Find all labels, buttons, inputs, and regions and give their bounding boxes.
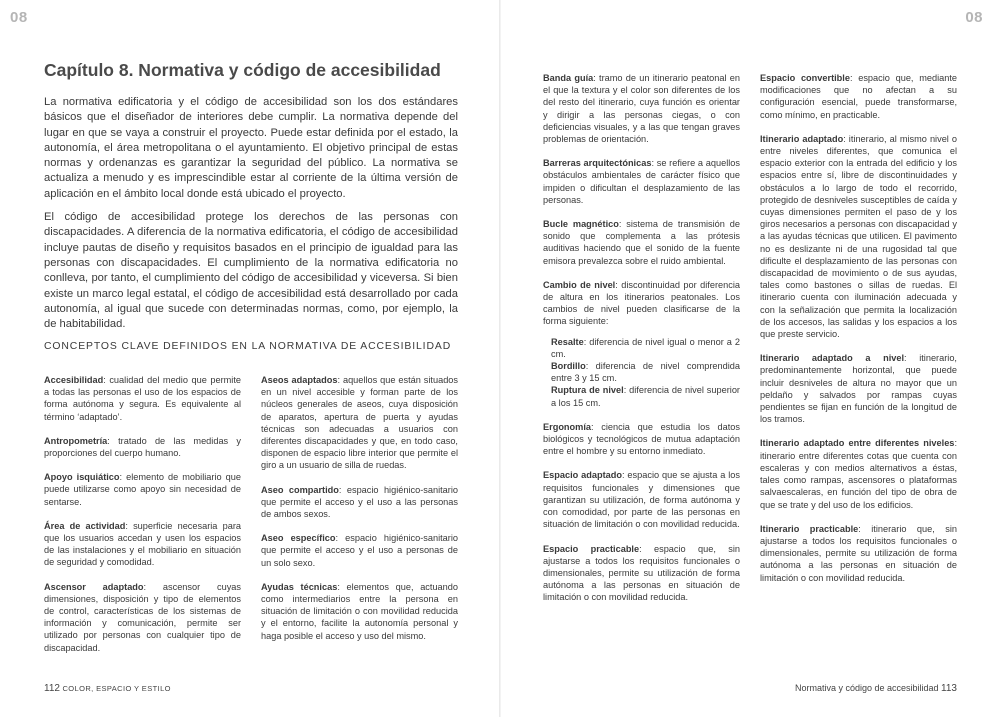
definition-text: : itinerario que, sin ajustarse a todos los requisitos funcionales o dimensionales, permite su utilización de forma autónoma a las personas en situación de limitación o con movilidad reducida. (760, 523, 957, 583)
definition-term: Área de actividad (44, 520, 126, 531)
definition-term: Itinerario practicable (760, 523, 859, 534)
definition-term: Ayudas técnicas (261, 581, 338, 592)
definition-entry (44, 435, 241, 459)
level-change-list (551, 336, 740, 409)
level-change-item (551, 360, 740, 384)
right-page (500, 0, 1000, 717)
definition-entry (261, 581, 458, 642)
definition-entry (543, 421, 740, 458)
definition-entry (543, 469, 740, 530)
intro-text (44, 95, 458, 340)
definition-term: Barreras arquitectónicas (543, 158, 652, 169)
level-change-item (551, 336, 740, 360)
definition-text: : espacio que se ajusta a los requisitos funcionales y dimensiones que garantizan su utilización, de forma autónoma y con comodidad, por parte de las personas en situación de limitación o con movilidad reducida. (543, 470, 740, 530)
definition-term: Ascensor adaptado (44, 581, 144, 592)
definition-term: Accesibilidad (44, 375, 104, 385)
definition-term: Itinerario adaptado (760, 133, 844, 144)
definition-entry (543, 543, 740, 604)
definition-text: : cualidad del medio que permite a todas las personas el uso de los espacios de forma autónoma y segura. Es equivalente al término ‘adaptado’. (44, 375, 241, 422)
definition-text: : itinerario, predominantemente horizontal, que puede incluir desniveles de altura no mayor que un peldaño y salvados por rampas cuyas pendientes se fijan en función de la longitud de los tramos. (760, 353, 957, 425)
definition-text: : espacio que, mediante modificaciones que no afectan a su configuración esencial, puede transformarse, como mínimo, en practicable. (760, 73, 957, 120)
definition-entry (261, 484, 458, 521)
definition-text: : elemento de mobiliario que puede utilizarse como apoyo sin necesidad de sentarse. (44, 472, 241, 507)
definition-text: : diferencia de nivel comprendida entre 3 y 15 cm. (551, 361, 740, 384)
definition-entry (760, 523, 957, 584)
chapter-number: 08 (10, 9, 28, 26)
definition-term: Aseos adaptados (261, 375, 338, 385)
definition-entry (261, 374, 458, 472)
page-number: 112 (44, 683, 60, 694)
definition-entry (543, 218, 740, 267)
definition-entry (44, 520, 241, 569)
definition-term: Espacio practicable (543, 543, 640, 554)
definition-entry (261, 532, 458, 569)
definition-term: Resalte (551, 336, 584, 347)
running-footer: Normativa y código de accesibilidad (794, 683, 939, 693)
definition-text: : se refiere a aquellos obstáculos ambientales de carácter físico que impiden o dificultan el desplazamiento de las personas. (543, 158, 740, 205)
definition-term: Ruptura de nivel (551, 385, 624, 396)
definition-entry (543, 279, 740, 328)
definition-text: : sistema de transmisión de sonido que complementa a las prótesis auditivas haciendo que el sonido de la fuente emisora prevalezca sobre el ruido ambiental. (543, 219, 740, 266)
definition-text: : espacio higiénico-sanitario que permite el acceso y el uso a las personas de ambos sexos. (261, 484, 458, 520)
definition-term: Itinerario adaptado entre diferentes niveles (760, 438, 955, 449)
definition-term: Ergonomía (543, 421, 591, 432)
definition-text: : itinerario, al mismo nivel o entre niveles diferentes, que comunica el espacio exterior con la entrada del edificio y los espacios entre sí, libre de discontinuidades y obstáculos a lo largo de todo el recorrido, protegido de desniveles susceptibles de caída y cuyas dimensiones permiten el paso de y los giros necesarios a personas con discapacidad y a las ayudas técnicas que utilicen. El pavimento no es deslizante ni de una rugosidad tal que dificulte el desplazamiento de las personas con discapacidad de movimiento o de sus ayudas, tales como bastones o sillas de ruedas. El itinerario cuenta con iluminación adecuada y con la señalización que permita la localización de los accesos, las salidas y los espacios a los que preste servicio. (760, 133, 957, 340)
running-footer: COLOR, ESPACIO Y ESTILO (62, 684, 171, 693)
definition-text: : elementos que, actuando como intermediarios entre la persona en situación de limitación o con movilidad reducida y el entorno, facilite la autonomía personal y haga posible el acceso y uso del mismo. (261, 581, 458, 641)
definition-entry (44, 374, 241, 423)
definition-term: Antropometría (44, 435, 108, 446)
definition-entry (543, 157, 740, 206)
definition-text: : ascensor cuyas dimensiones, disposición y tipo de elementos de control, características de los sistemas de información y comunicación, permite ser utilizado por personas con cualquier tipo de discapacidad. (44, 581, 241, 653)
intro-paragraph: La normativa edificatoria y el código de accesibilidad son los dos estándares básicos que el diseñador de interiores debe cumplir. La normativa depende del lugar en que se vaya a construir el proyecto. Puede estar definida por el estado, la autonomía, el área metropolitana o el ayuntamiento. El objetivo principal de estas normas y ordenanzas es garantizar la seguridad del público. La normativa se actualiza a menudo y es imprescindible estar al corriente de la última versión de aplicación en el ámbito local donde está ubicado el proyecto. (44, 96, 458, 200)
definition-term: Espacio adaptado (543, 470, 622, 481)
definition-term: Espacio convertible (760, 73, 850, 83)
concepts-heading: CONCEPTOS CLAVE DEFINIDOS EN LA NORMATIVA DE ACCESIBILIDAD (44, 341, 452, 352)
definition-term: Cambio de nivel (543, 279, 616, 290)
definition-term: Bucle magnético (543, 219, 619, 230)
definition-term: Aseo compartido (261, 484, 339, 495)
definitions-column (261, 374, 458, 654)
definition-entry (543, 72, 740, 145)
definition-entry (760, 133, 957, 340)
definition-text: : espacio que, sin ajustarse a todos los requisitos funcionales o dimensionales, permite su utilización de forma autónoma a las personas en situación de limitación o con movilidad reducida. (543, 543, 740, 603)
definitions-column (760, 72, 957, 596)
definition-term: Bordillo (551, 361, 586, 372)
definition-entry (44, 581, 241, 654)
chapter-number: 08 (965, 9, 983, 26)
intro-paragraph: El código de accesibilidad protege los derechos de las personas con discapacidades. A diferencia de la normativa edificatoria, el código de accesibilidad incluye pautas de diseño y requisitos basados en el principio de igualdad para las personas con discapacidades. El cumplimiento de la normativa edificatoria no conlleva, por tanto, el cumplimiento del código de accesibilidad y viceversa. Si bien existe un marco legal estatal, el código de accesibilidad está desarrollado por cada autonomía, al igual que sucede con determinadas normas, como, por ejemplo, la de habitabilidad. (44, 211, 458, 331)
definition-entry (760, 437, 957, 510)
definition-text: : espacio higiénico-sanitario que permite el acceso y el uso a personas de un solo sexo. (261, 533, 458, 568)
definition-text: : tramo de un itinerario peatonal en el que la textura y el color son diferentes de los del resto del itinerario, cuya función es orientar y dirigir a las personas ciegas, o con deficiencias visuales, y a las que tengan graves problemas de orientación. (543, 73, 740, 145)
definition-text: : discontinuidad por diferencia de altura en los itinerarios peatonales. Los cambios de nivel pueden clasificarse de la forma siguiente: (543, 279, 740, 327)
page-footer (44, 683, 171, 694)
definitions-column (543, 72, 740, 616)
definition-text: : superficie necesaria para que los usuarios accedan y usen los espacios de las instalaciones y el mobiliario en situación de seguridad y comodidad. (44, 520, 241, 568)
definition-entry (760, 352, 957, 425)
definition-text: : aquellos que están situados en un nivel accesible y forman parte de los núcleos generales de aseos, cuya disposición de aparatos, apertura de puerta y ayudas técnicas son adecuadas a usuarios con diferentes discapacidades y que, en todo caso, disponen de espacio libre interior que permite el giro a un usuario de silla de ruedas. (261, 375, 459, 471)
chapter-title: Capítulo 8. Normativa y código de accesibilidad (44, 60, 441, 80)
definitions-column (44, 374, 241, 666)
definition-text: : diferencia de nivel igual o menor a 2 cm. (551, 336, 740, 359)
level-change-item (551, 384, 740, 408)
definition-entry (44, 471, 241, 508)
definition-term: Apoyo isquiático (44, 472, 120, 483)
page-footer (795, 683, 957, 694)
definition-text: : ciencia que estudia los datos biológicos y tecnológicos de mutua adaptación entre el hombre y su entorno inmediato. (543, 421, 740, 457)
definition-term: Banda guía (543, 73, 594, 83)
definition-term: Aseo específico (261, 533, 336, 544)
definition-term: Itinerario adaptado a nivel (760, 353, 905, 364)
page-number: 113 (941, 683, 957, 694)
definition-text: : tratado de las medidas y proporciones del cuerpo humano. (44, 435, 241, 459)
definition-entry (760, 72, 957, 121)
definition-text: : diferencia de nivel superior a los 15 cm. (551, 385, 740, 408)
definition-text: : itinerario entre diferentes cotas que cuenta con escaleras y con medios alternativos a éstas, tales como rampas, ascensores o plataformas salvaescaleras, en función del tipo de obra de que se trate y del uso de los edificios. (760, 438, 957, 510)
